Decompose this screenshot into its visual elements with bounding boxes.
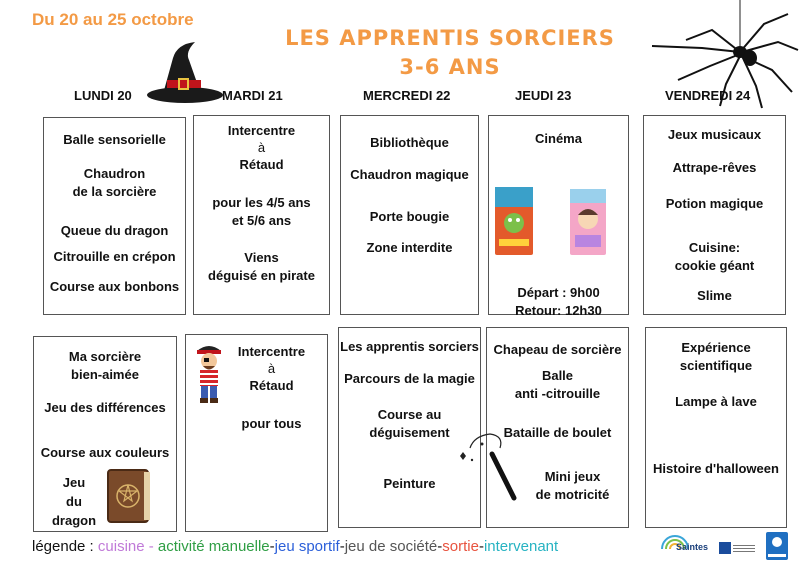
witch-hat-icon	[145, 38, 225, 104]
tuesday-afternoon-box	[185, 334, 328, 532]
friday-morning-box	[643, 115, 786, 315]
day-wednesday: MERCREDI 22	[363, 88, 451, 103]
activity: Citrouille en crépon	[53, 249, 176, 264]
activity: Zone interdite	[366, 240, 453, 255]
saintes-logo	[660, 533, 712, 561]
legend-separator: -	[478, 538, 484, 555]
activity: pour tous	[241, 416, 302, 431]
saintes-logo-text: Saintes	[676, 542, 709, 552]
activity: Expérience	[681, 340, 751, 355]
return-time: Retour: 12h30	[515, 303, 602, 318]
activity: Ma sorcière	[68, 349, 142, 364]
monday-morning-box	[43, 117, 186, 315]
activity: Rétaud	[239, 157, 284, 172]
age-range: 3-6 ANS	[399, 55, 501, 79]
activity: et 5/6 ans	[231, 213, 292, 228]
day-monday: LUNDI 20	[74, 88, 132, 103]
movie-poster-icon	[570, 189, 606, 255]
activity: Cinéma	[535, 131, 582, 146]
legend-separator: -	[437, 538, 443, 555]
legend-intervenant: intervenant	[483, 538, 559, 555]
wednesday-morning-box	[340, 115, 479, 315]
partner-logo-icon	[719, 542, 731, 554]
legend-sortie: sortie	[442, 538, 479, 555]
activity: bien-aimée	[71, 367, 139, 382]
day-tuesday: MARDI 21	[222, 88, 283, 103]
activity: Bataille de boulet	[503, 425, 612, 440]
date-range: Du 20 au 25 octobre	[32, 10, 194, 29]
activity: Jeu	[62, 475, 86, 490]
partner-logo-lines-icon	[733, 544, 755, 554]
activity: Les apprentis sorciers	[340, 339, 479, 354]
activity: Cuisine:	[688, 240, 741, 255]
activity: Queue du dragon	[60, 223, 169, 238]
activity: cookie géant	[674, 258, 755, 273]
activity: Parcours de la magie	[344, 371, 475, 386]
activity: Viens	[244, 250, 279, 265]
activity: Balle sensorielle	[63, 132, 166, 147]
movie-poster-hopper-icon	[495, 187, 533, 255]
activity: Peinture	[383, 476, 436, 491]
activity: Chaudron	[83, 166, 146, 181]
caf-logo-icon	[766, 532, 788, 560]
activity: du	[66, 494, 82, 509]
day-thursday: JEUDI 23	[515, 88, 572, 103]
activity: scientifique	[679, 358, 753, 373]
monday-afternoon-box	[33, 336, 177, 532]
legend-manuelle: activité manuelle	[157, 538, 270, 555]
spell-book-icon	[106, 468, 152, 524]
tuesday-morning-box	[193, 115, 330, 315]
activity: Lampe à lave	[675, 394, 757, 409]
activity: à	[257, 140, 266, 155]
activity: dragon	[51, 513, 97, 528]
activity: Jeux musicaux	[667, 127, 762, 142]
activity: de motricité	[535, 487, 610, 502]
activity: Course aux couleurs	[40, 445, 170, 460]
legend-prefix: légende :	[32, 538, 98, 555]
activity: Balle	[541, 368, 574, 383]
activity: Bibliothèque	[370, 135, 449, 150]
magic-wand-icon	[452, 426, 522, 502]
friday-afternoon-box	[645, 327, 787, 528]
activity: Chaudron magique	[350, 167, 469, 182]
legend-separator: -	[339, 538, 345, 555]
activity: déguisement	[369, 425, 450, 440]
activity: de la sorcière	[72, 184, 157, 199]
activity: Course aux bonbons	[49, 279, 180, 294]
activity: déguisé en pirate	[208, 268, 315, 283]
activity: Potion magique	[665, 196, 764, 211]
activity: Attrape-rêves	[672, 160, 757, 175]
activity: Slime	[697, 288, 732, 303]
activity: Intercentre	[227, 123, 296, 138]
activity: Rétaud	[249, 378, 294, 393]
activity: à	[267, 361, 276, 376]
activity: Histoire d'halloween	[653, 461, 779, 476]
legend-societe: jeu de société	[344, 538, 438, 555]
activity: Mini jeux	[544, 469, 601, 484]
legend-separator: -	[269, 538, 275, 555]
activity: Porte bougie	[369, 209, 450, 224]
activity: pour les 4/5 ans	[212, 195, 311, 210]
activity: Intercentre	[237, 344, 306, 359]
departure-time: Départ : 9h00	[517, 285, 600, 300]
page-title: LES APPRENTIS SORCIERS	[285, 26, 615, 50]
activity: Chapeau de sorcière	[493, 342, 622, 357]
thursday-morning-box	[488, 115, 629, 318]
activity: Course au	[377, 407, 442, 422]
legend-sportif: jeu sportif	[274, 538, 340, 555]
activity: Jeu des différences	[44, 400, 166, 415]
day-friday: VENDREDI 24	[665, 88, 751, 103]
legend-cuisine: cuisine -	[97, 538, 158, 555]
legend	[32, 538, 558, 555]
activity: anti -citrouille	[514, 386, 601, 401]
